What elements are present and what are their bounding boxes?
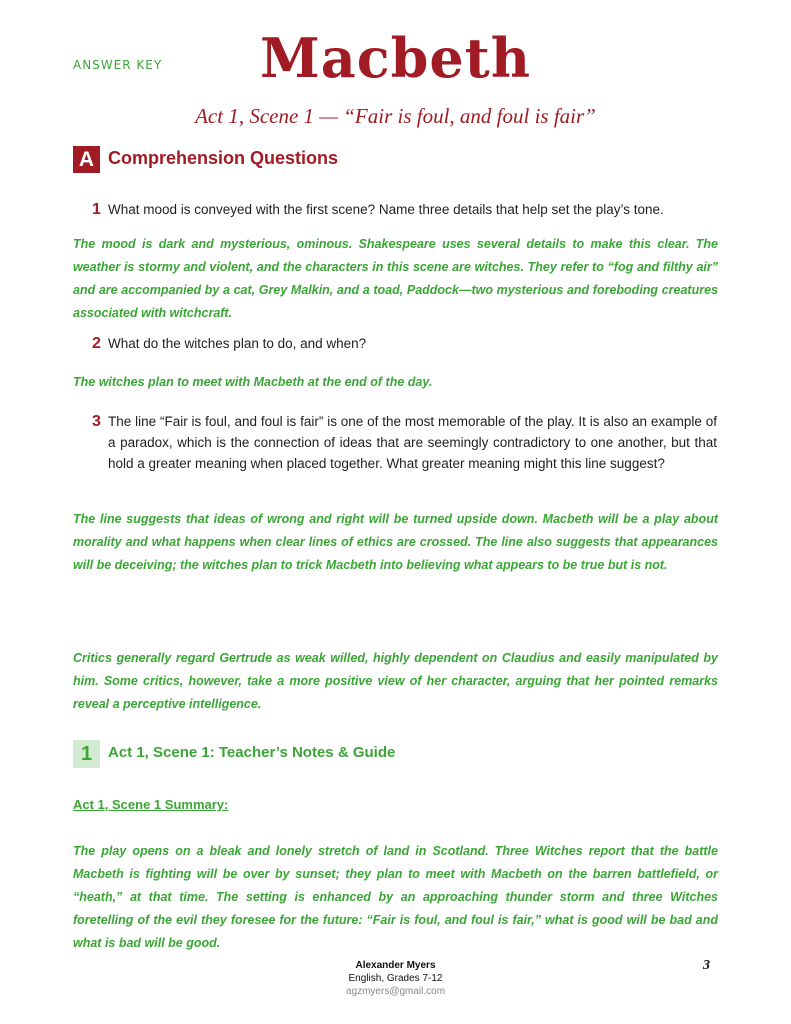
question-number: 1 [92, 201, 101, 218]
section-a-title: Comprehension Questions [108, 148, 339, 168]
answer-1: The mood is dark and mysterious, ominous. Shakespeare uses several details to make this clear. The weather is stormy and violent, and the characters in this scene are witches. They refer to “fog and filthy air” and are accompanied by a cat, Grey Malkin, and a toad, Paddock—two mysterious and foreboding creatures associated with witchcraft. [73, 237, 718, 320]
scene-subtitle: Act 1, Scene 1 — “Fair is foul, and foul is fair” [195, 104, 596, 128]
question-1 [92, 199, 717, 220]
answer-key-label: ANSWER KEY [73, 58, 163, 72]
question-text: The line “Fair is foul, and foul is fair” is one of the most memorable of the play. It is also an example of a paradox, which is the connection of ideas that are seemingly contradictory to one another, but that hold a greater meaning when placed together. What greater meaning might this line suggest? [108, 414, 717, 471]
footer-email: agzmyers@gmail.com [345, 986, 446, 997]
footer-course: English, Grades 7-12 [348, 973, 443, 984]
section-a-badge: A [73, 146, 100, 173]
question-3 [92, 411, 717, 474]
summary-label: Act 1, Scene 1 Summary: [73, 797, 229, 812]
section-1-title: Act 1, Scene 1: Teacher’s Notes & Guide [108, 744, 396, 761]
question-number: 3 [92, 413, 101, 430]
page-number: 3 [703, 958, 710, 973]
footer-author: Alexander Myers [355, 960, 436, 971]
question-text: What mood is conveyed with the first scene? Name three details that help set the play’s tone. [108, 202, 664, 217]
question-2 [92, 333, 717, 354]
critics-note: Critics generally regard Gertrude as weak willed, highly dependent on Claudius and easily manipulated by him. Some critics, however, take a more positive view of her character, arguing that her pointed remarks reveal a perceptive intelligence. [73, 651, 718, 711]
section-1-badge: 1 [73, 740, 100, 768]
footer [0, 959, 791, 998]
summary-text: The play opens on a bleak and lonely stretch of land in Scotland. Three Witches report that the battle Macbeth is fighting will be over by sunset; they plan to meet with Macbeth on the barren battlefield, or “heath,” at that time. The setting is enhanced by an approaching thunder storm and three Witches foretelling of the evil they foresee for the future: “Fair is foul, and foul is fair,” what is good will be bad and what is bad will be good. [73, 844, 718, 950]
question-number: 2 [92, 335, 101, 352]
answer-3: The line suggests that ideas of wrong and right will be turned upside down. Macbeth will be a play about morality and what happens when clear lines of ethics are crossed. The line also suggests that appearances will be deceiving; the witches plan to trick Macbeth into believing what appears to be true but is not. [73, 512, 718, 572]
answer-2: The witches plan to meet with Macbeth at the end of the day. [73, 375, 433, 389]
question-text: What do the witches plan to do, and when? [108, 336, 367, 351]
page-title: Macbeth [260, 26, 531, 90]
